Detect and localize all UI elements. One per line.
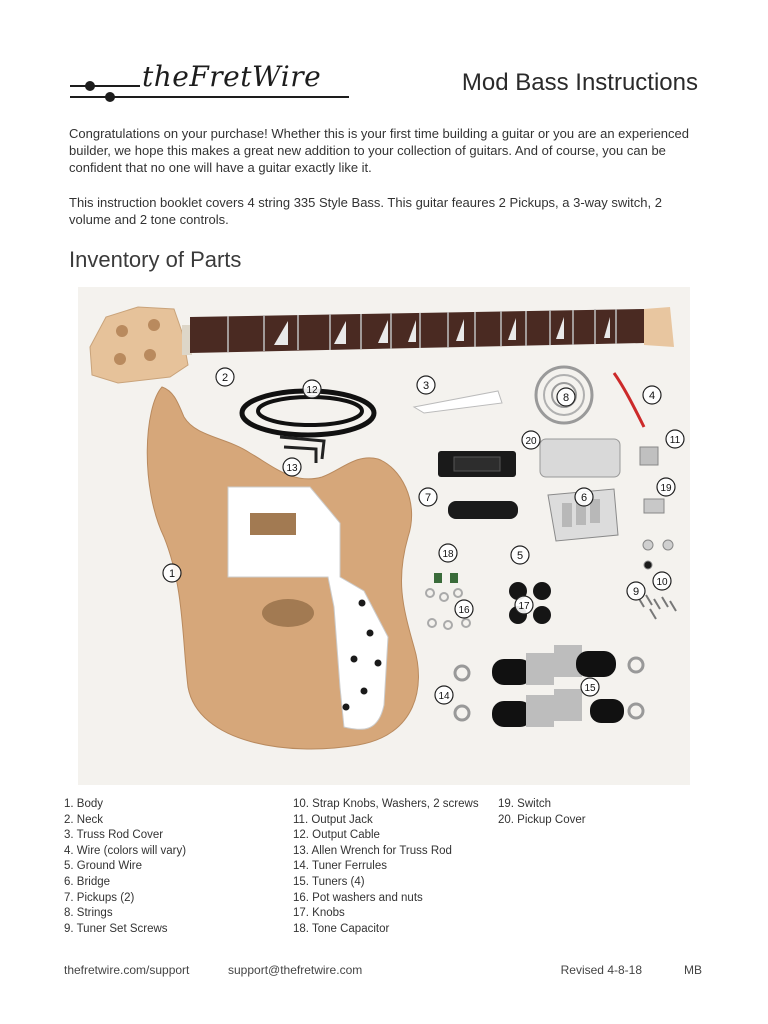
callout-number-12: 12 [306, 385, 318, 396]
parts-list-column-1 [64, 797, 289, 937]
callout-number-20: 20 [525, 436, 537, 447]
parts-list-column-3 [498, 797, 648, 828]
callout-number-6: 6 [580, 492, 588, 504]
switch-illustration [644, 499, 664, 513]
tuner-set-screws-illustration [638, 595, 676, 619]
parts-list-column-2 [293, 797, 498, 937]
list-item: 1. Body [64, 798, 103, 810]
list-item: 11. Output Jack [293, 813, 373, 826]
page-title: Mod Bass Instructions [461, 69, 698, 96]
callout-number-1: 1 [168, 568, 176, 580]
list-item: 9. Tuner Set Screws [64, 922, 168, 935]
neck-illustration [90, 307, 674, 383]
tuners-illustration [492, 645, 624, 727]
callout-number-16: 16 [458, 605, 470, 616]
list-item: 12. Output Cable [293, 829, 380, 842]
pickup-cover-illustration [540, 439, 620, 477]
section-title: Inventory of Parts [69, 247, 242, 272]
parts-photo [78, 287, 690, 785]
list-item: 6. Bridge [64, 875, 111, 888]
list-item: 8. Strings [64, 907, 113, 920]
brand-logo [68, 62, 352, 106]
tone-capacitor-illustration [434, 573, 458, 583]
revision-date: Revised 4-8-18 [560, 963, 642, 977]
strap-knobs-illustration [643, 540, 673, 569]
list-item: 13. Allen Wrench for Truss Rod [293, 844, 452, 857]
callout-number-3: 3 [422, 380, 430, 392]
logo-text: theFretWire [142, 60, 322, 93]
support-url-link[interactable]: thefretwire.com/support [64, 963, 190, 977]
list-item: 3. Truss Rod Cover [64, 829, 164, 842]
callout-number-11: 11 [669, 435, 681, 446]
callout-number-18: 18 [442, 549, 454, 560]
wire-illustration [614, 373, 644, 427]
callout-number-4: 4 [648, 390, 656, 402]
list-item: 14. Tuner Ferrules [293, 860, 387, 873]
intro-paragraph-2: This instruction booklet covers 4 string 335 Style Bass. This guitar feaures 2 Pickups, a 3-way switch, 2 volume and 2 tone controls. [69, 195, 662, 227]
list-item: 4. Wire (colors will vary) [64, 844, 187, 857]
list-item: 5. Ground Wire [64, 860, 142, 873]
callout-number-5: 5 [516, 550, 524, 562]
list-item: 17. Knobs [293, 907, 345, 920]
list-item: 10. Strap Knobs, Washers, 2 screws [293, 798, 479, 810]
callout-number-8: 8 [562, 392, 570, 404]
list-item: 19. Switch [498, 798, 552, 810]
author-initials: MB [684, 963, 702, 977]
list-item: 16. Pot washers and nuts [293, 891, 423, 904]
callout-number-17: 17 [518, 601, 530, 612]
callout-number-2: 2 [221, 372, 229, 384]
callout-number-19: 19 [660, 483, 672, 494]
body-illustration [147, 387, 418, 749]
callout-number-14: 14 [438, 691, 450, 702]
footer [64, 963, 704, 981]
list-item: 2. Neck [64, 813, 103, 826]
callout-number-13: 13 [286, 463, 298, 474]
list-item: 20. Pickup Cover [498, 813, 586, 826]
callout-number-7: 7 [424, 492, 432, 504]
callout-number-15: 15 [584, 683, 596, 694]
output-jack-illustration [640, 447, 658, 465]
list-item: 15. Tuners (4) [293, 875, 365, 888]
callout-number-9: 9 [632, 586, 640, 598]
pickups-illustration [438, 451, 518, 519]
callout-number-10: 10 [656, 577, 668, 588]
support-email-link[interactable]: support@thefretwire.com [228, 963, 363, 977]
list-item: 18. Tone Capacitor [293, 922, 390, 935]
list-item: 7. Pickups (2) [64, 891, 135, 904]
intro-paragraph-1: Congratulations on your purchase! Whether this is your first time building a guitar or you are an experienced builder, we hope this makes a great new addition to your collection of guitars. And of course, you can be confident that no one will have a guitar exactly like it. [69, 126, 689, 175]
